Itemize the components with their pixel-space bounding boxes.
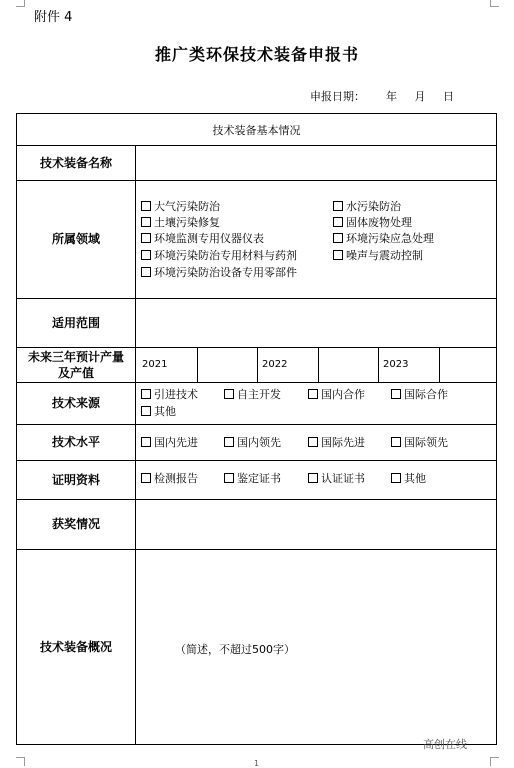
year-cell-divider — [439, 347, 440, 382]
checkbox-icon — [141, 217, 151, 227]
field-option[interactable]: 噪声与震动控制 — [333, 249, 423, 262]
field-option[interactable]: 水污染防治 — [333, 200, 401, 213]
year-cell-divider — [257, 347, 258, 382]
checkbox-icon — [141, 473, 151, 483]
source-option[interactable]: 国内合作 — [308, 388, 365, 401]
overview-note: （简述，不超过500字） — [175, 643, 295, 656]
watermark-text: 高创在线 — [423, 738, 467, 751]
checkbox-icon — [333, 217, 343, 227]
proof-option[interactable]: 鉴定证书 — [224, 472, 281, 485]
checkbox-icon — [333, 250, 343, 260]
equipment-form-table — [16, 113, 497, 745]
level-option[interactable]: 国际先进 — [308, 436, 365, 449]
year-2023: 2023 — [383, 359, 409, 370]
checkbox-icon — [391, 437, 401, 447]
checkbox-icon — [224, 389, 234, 399]
level-option[interactable]: 国际领先 — [391, 436, 448, 449]
page-number: 1 — [254, 759, 260, 768]
checkbox-icon — [308, 389, 318, 399]
tech-level-label: 技术水平 — [51, 435, 100, 449]
year-cell-divider — [318, 347, 319, 382]
checkbox-icon — [308, 437, 318, 447]
awards-label: 获奖情况 — [51, 517, 100, 531]
proof-docs-label: 证明资料 — [51, 472, 100, 487]
year-2021: 2021 — [142, 359, 168, 370]
checkbox-icon — [141, 267, 151, 277]
checkbox-icon — [308, 473, 318, 483]
level-option[interactable]: 国内领先 — [224, 436, 281, 449]
source-option[interactable]: 引进技术 — [141, 388, 198, 401]
report-date-line: 申报日期： 年 月 日 — [310, 90, 454, 103]
checkbox-icon — [141, 250, 151, 260]
year-2022: 2022 — [262, 359, 288, 370]
crop-mark-top-right — [490, 0, 499, 7]
checkbox-icon — [224, 473, 234, 483]
crop-mark-bottom-left — [16, 757, 25, 766]
checkbox-icon — [141, 201, 151, 211]
proof-option[interactable]: 检测报告 — [141, 472, 198, 485]
page-title: 推广类环保技术装备申报书 — [154, 45, 359, 64]
source-option[interactable]: 自主开发 — [224, 388, 281, 401]
field-option[interactable]: 固体废物处理 — [333, 216, 412, 229]
year-cell-divider — [378, 347, 379, 382]
field-option[interactable]: 环境污染防治设备专用零部件 — [141, 266, 297, 279]
column-divider — [135, 145, 136, 745]
overview-label: 技术装备概况 — [39, 640, 112, 654]
checkbox-icon — [391, 473, 401, 483]
crop-mark-bottom-right — [490, 757, 499, 766]
source-option[interactable]: 国际合作 — [391, 388, 448, 401]
checkbox-icon — [391, 389, 401, 399]
scope-label: 适用范围 — [51, 315, 100, 330]
field-option[interactable]: 环境污染防治专用材料与药剂 — [141, 249, 297, 262]
attachment-label: 附件 4 — [34, 10, 73, 25]
proof-option[interactable]: 其他 — [391, 472, 426, 485]
checkbox-icon — [141, 406, 151, 416]
checkbox-icon — [333, 201, 343, 211]
field-option[interactable]: 环境监测专用仪器仪表 — [141, 232, 264, 245]
checkbox-icon — [141, 233, 151, 243]
level-option[interactable]: 国内先进 — [141, 436, 198, 449]
field-option[interactable]: 土壤污染修复 — [141, 216, 220, 229]
proof-option[interactable]: 认证证书 — [308, 472, 365, 485]
crop-mark-top-left — [16, 0, 25, 7]
year-cell-divider — [197, 347, 198, 382]
checkbox-icon — [141, 389, 151, 399]
checkbox-icon — [224, 437, 234, 447]
field-option[interactable]: 环境污染应急处理 — [333, 232, 434, 245]
section-title: 技术装备基本情况 — [212, 123, 301, 137]
equipment-name-label: 技术装备名称 — [39, 155, 112, 170]
field-option[interactable]: 大气污染防治 — [141, 200, 220, 213]
source-option[interactable]: 其他 — [141, 405, 176, 418]
checkbox-icon — [333, 233, 343, 243]
field-label: 所属领域 — [51, 232, 100, 246]
forecast-label: 未来三年预计产量及产值 — [27, 349, 124, 380]
tech-source-label: 技术来源 — [51, 396, 100, 410]
checkbox-icon — [141, 437, 151, 447]
